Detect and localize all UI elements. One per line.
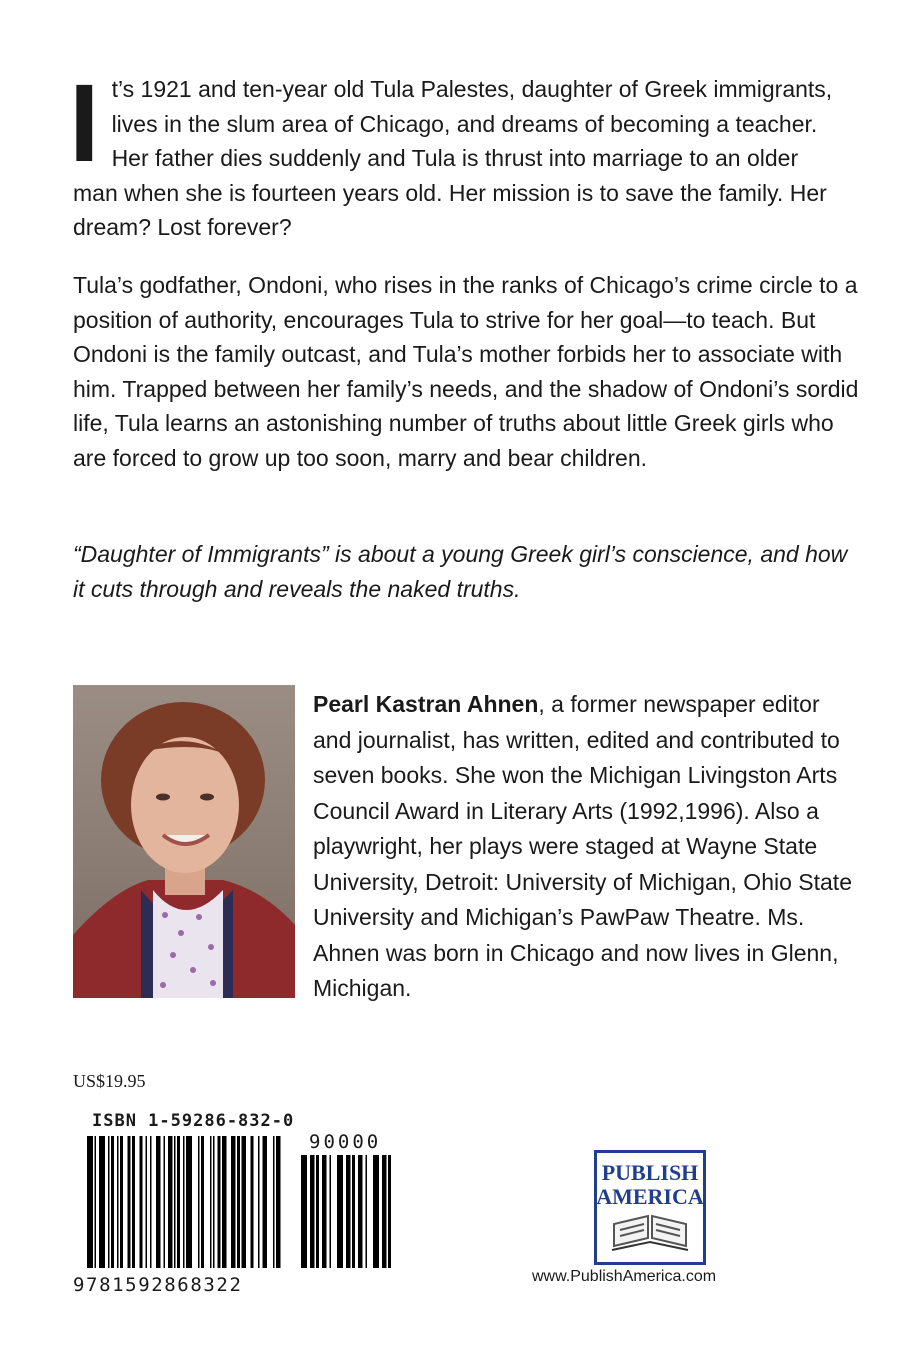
barcode-bar: [242, 1136, 247, 1268]
barcode-bar: [183, 1136, 185, 1268]
barcode-bar: [273, 1136, 275, 1268]
barcode-bar: [322, 1155, 327, 1268]
barcode-bar: [346, 1155, 351, 1268]
barcode-bar: [310, 1155, 315, 1268]
price-label: US$19.95: [73, 1071, 146, 1091]
author-bio-text: , a former newspaper editor and journalist, has written, edited and contributed to seven books. She won the Michigan Livingston Arts Council Award in Literary Arts (1992,1996). Also a playwright, her plays were staged at Wayne State University, Detroit: University of Michigan, Ohio State University and Michigan’s PawPaw Theatre. Ms. Ahnen was born in Chicago and now lives in Glenn, Michigan.: [313, 691, 852, 1001]
barcode-bar: [337, 1155, 343, 1268]
barcode-bar: [99, 1136, 105, 1268]
tagline-paragraph: “Daughter of Immigrants” is about a young Greek girl’s conscience, and how it cuts through and reveals the naked truths.: [73, 541, 848, 602]
barcode-bar: [330, 1155, 332, 1268]
barcode-bar: [366, 1155, 368, 1268]
barcode-bar: [164, 1136, 166, 1268]
barcode-bar: [108, 1136, 110, 1268]
barcode-bar: [177, 1136, 180, 1268]
barcode-bar: [251, 1136, 254, 1268]
barcode-bar: [150, 1136, 152, 1268]
barcode-bar: [352, 1155, 355, 1268]
barcode-bar: [388, 1155, 391, 1268]
barcode-bar: [301, 1155, 307, 1268]
publisher-url[interactable]: www.PublishAmerica.com: [532, 1268, 717, 1285]
barcode-bar: [222, 1136, 227, 1268]
barcode-bar: [140, 1136, 143, 1268]
barcode-bar: [111, 1136, 114, 1268]
addon-digits: 90000: [309, 1131, 382, 1153]
author-name: Pearl Kastran Ahnen: [313, 691, 539, 717]
barcode-bar: [146, 1136, 148, 1268]
barcode-bar: [132, 1136, 135, 1268]
barcode-bar: [263, 1136, 268, 1268]
barcode-bar: [358, 1155, 363, 1268]
barcode-bar: [117, 1136, 119, 1268]
ean-digits: 9781592868322: [73, 1274, 243, 1296]
isbn-label: ISBN 1-59286-832-0: [92, 1111, 295, 1131]
publisher-logo: [594, 1150, 706, 1265]
barcode-bar: [258, 1136, 260, 1268]
description-text-1: t’s 1921 and ten-year old Tula Palestes, daughter of Greek immigrants, lives in the slum area of Chicago, and dreams of becoming a teacher. Her father dies suddenly and Tula is thrust into marriage to an older man when she is fourteen years old. Her mission is to save the family. Her dream? Lost forever?: [73, 76, 833, 241]
barcode-bar: [218, 1136, 221, 1268]
barcode-bar: [87, 1136, 93, 1268]
barcode-bar: [156, 1136, 161, 1268]
barcode-bar: [120, 1136, 123, 1268]
barcode-bar: [316, 1155, 319, 1268]
barcode-bar: [276, 1136, 281, 1268]
barcode-bar: [201, 1136, 204, 1268]
addon-barcode: [301, 1155, 393, 1268]
barcode-bar: [198, 1136, 200, 1268]
barcode-bar: [237, 1136, 240, 1268]
barcode-bar: [95, 1136, 97, 1268]
author-portrait-illustration: [73, 685, 295, 998]
author-bio: [313, 687, 853, 1007]
barcode-bar: [213, 1136, 215, 1268]
description-paragraph-2: Tula’s godfather, Ondoni, who rises in the ranks of Chicago’s crime circle to a position of authority, encourages Tula to strive for her goal—to teach. But Ondoni is the family outcast, and Tula’s mother forbids her to associate with him. Trapped between her family’s needs, and the shadow of Ondoni’s sordid life, Tula learns an astonishing number of truths about little Greek girls who are forced to grow up too soon, marry and bear children.: [73, 272, 859, 471]
barcode-bar: [168, 1136, 173, 1268]
logo-word-2: AMERICA: [596, 1184, 704, 1209]
ean-barcode: [87, 1136, 282, 1268]
barcode-bar: [174, 1136, 176, 1268]
barcode-bar: [382, 1155, 387, 1268]
barcode-bar: [231, 1136, 236, 1268]
logo-word-1: PUBLISH: [601, 1160, 699, 1185]
barcode-bar: [210, 1136, 212, 1268]
drop-cap: I: [69, 62, 98, 185]
barcode-bar: [186, 1136, 192, 1268]
barcode-bar: [128, 1136, 131, 1268]
description-paragraph-1: [69, 62, 833, 245]
author-photo: [73, 685, 295, 998]
barcode-bar: [373, 1155, 379, 1268]
